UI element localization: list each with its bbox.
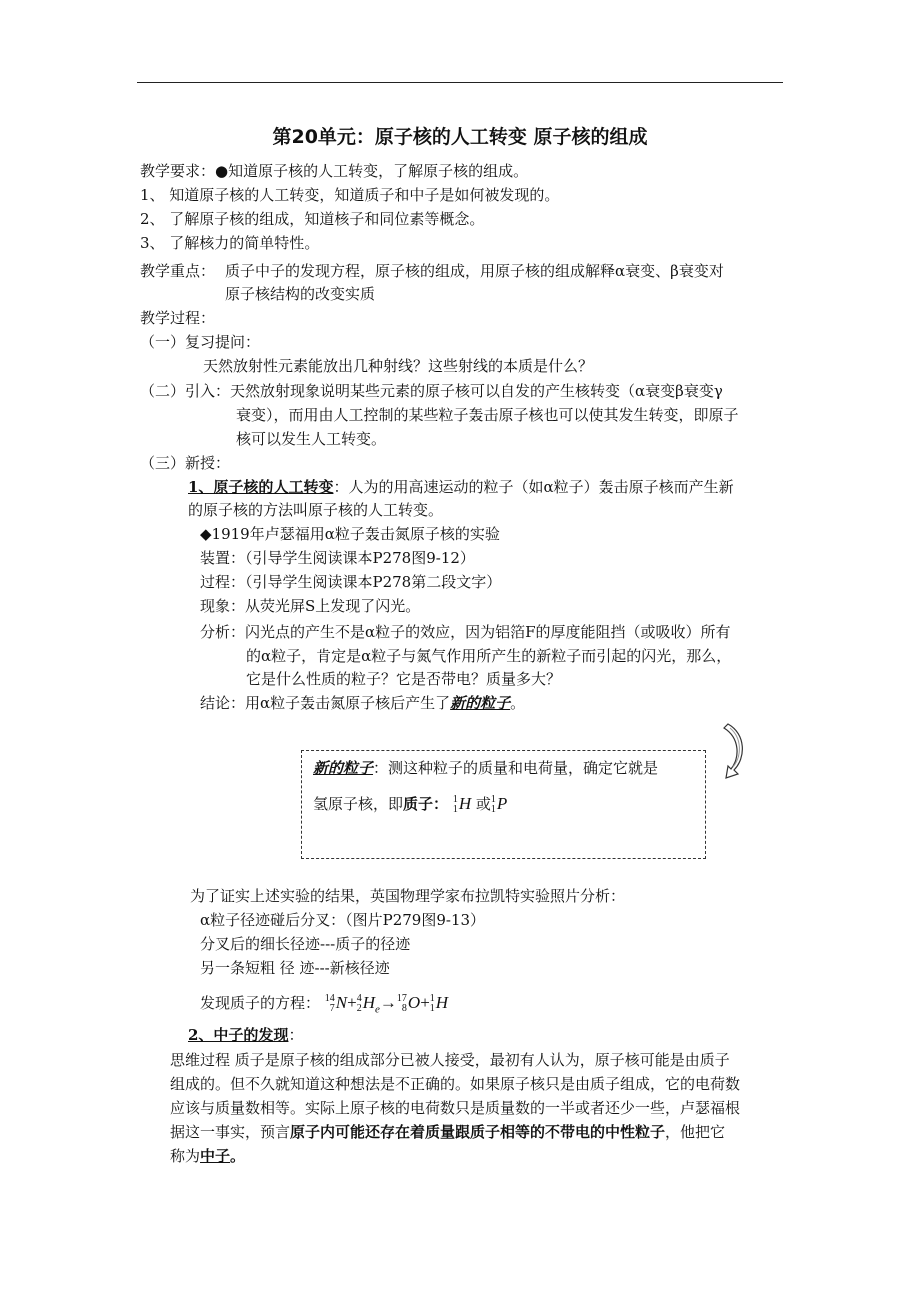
box-text-2: 氢原子核，即 <box>313 795 404 813</box>
key-points-line1 <box>140 260 724 282</box>
phenomenon-line: 现象：从荧光屏S上发现了闪光。 <box>200 597 421 615</box>
n-mass: 14 <box>324 993 335 1005</box>
box-or: 或 <box>471 795 491 813</box>
intro-text-3: 核可以发生人工转变。 <box>236 430 387 448</box>
verify-line2: α粒子径迹碰后分叉：（图片P279图9-13） <box>200 911 486 929</box>
plus-1: + <box>347 993 357 1012</box>
apparatus-line: 装置：（引导学生阅读课本P278图9-12） <box>200 549 475 567</box>
analysis-label: 分析： <box>200 623 246 641</box>
analysis-text-1: 闪光点的产生不是α粒子的效应，因为铝箔F的厚度能阻挡（或吸收）所有 <box>245 623 731 641</box>
p-number: 1 <box>490 804 496 816</box>
section2-colon: ： <box>288 1026 304 1044</box>
h-sym: H <box>458 794 472 813</box>
verify-line4: 另一条短粗 径 迹---新核径迹 <box>200 959 390 977</box>
he-number: 2 <box>356 1003 362 1015</box>
requirements-text: 知道原子核的人工转变，了解原子核的组成。 <box>228 162 529 180</box>
intro-text-1: 天然放射现象说明某些元素的原子核可以自发的产生核转变（α衰变β衰变γ <box>230 382 723 400</box>
p-sym: P <box>496 794 508 813</box>
intro-label: （二）引入： <box>140 382 231 400</box>
conclusion-emphasis: 新的粒子 <box>450 694 511 712</box>
section2-text-3: 应该与质量数相等。实际上原子核的电荷数只是质量数的一半或者还少一些，卢瑟福根 <box>170 1099 741 1117</box>
neutral-particle-claim: 原子内可能还存在着质量跟质子相等的不带电的中性粒子 <box>290 1123 666 1141</box>
h-mass: 1 <box>452 794 458 806</box>
proton-equation-line <box>200 992 448 1020</box>
key-points-text-1: 质子中子的发现方程，原子核的组成，用原子核的组成解释α衰变、β衰变对 <box>225 262 724 280</box>
o-sym: O <box>407 993 421 1012</box>
intro-text-2: 衰变），而用由人工控制的某些粒子轰击原子核也可以使其发生转变，即原子 <box>236 406 739 424</box>
analysis-line1 <box>200 621 731 643</box>
he-sub: e <box>375 1003 380 1016</box>
box-proton-label: 质子： <box>403 795 449 813</box>
note-box <box>301 750 706 859</box>
requirements-label: 教学要求： <box>140 162 216 180</box>
conclusion-end: 。 <box>510 694 526 712</box>
n-sym: N <box>335 993 348 1012</box>
hydrogen-symbol <box>452 794 472 816</box>
h2-number: 1 <box>429 1003 435 1015</box>
plus-2: + <box>420 993 430 1012</box>
section1-heading: 1、原子核的人工转变 <box>188 478 334 496</box>
header-rule <box>137 82 783 83</box>
proton-equation <box>324 993 449 1016</box>
key-points-label: 教学重点： <box>140 262 216 280</box>
box-line1 <box>313 757 658 779</box>
key-points-text-2: 原子核结构的改变实质 <box>225 285 376 303</box>
neutron-term: 中子 <box>200 1147 231 1165</box>
h-number: 1 <box>452 804 458 816</box>
curved-arrow-icon <box>720 722 750 782</box>
section2-heading: 2、中子的发现 <box>188 1026 289 1044</box>
section1-colon: ： <box>333 478 349 496</box>
he-sym: H <box>362 993 376 1012</box>
section2-heading-line <box>188 1024 303 1046</box>
section1-text-2: 的原子核的方法叫原子核的人工转变。 <box>188 501 444 519</box>
verify-line3: 分叉后的细长径迹---质子的径迹 <box>200 935 411 953</box>
section1-text-1: 人为的用高速运动的粒子（如α粒子）轰击原子核而产生新 <box>348 478 734 496</box>
conclusion-prefix: 结论：用α粒子轰击氮原子核后产生了 <box>200 694 451 712</box>
requirement-item-3: 3、 了解核力的简单特性。 <box>140 234 320 252</box>
section2-text-4-end: ，他把它 <box>665 1123 726 1141</box>
bullet-icon: ● <box>215 162 229 180</box>
o-number: 8 <box>401 1003 407 1015</box>
new-lesson-label: （三）新授： <box>140 454 231 472</box>
verify-line1: 为了证实上述实验的结果，英国物理学家布拉凯特实验照片分析： <box>190 887 626 905</box>
process-label: 教学过程： <box>140 309 216 327</box>
requirement-item-1: 1、 知道原子核的人工转变，知道质子和中子是如何被发现的。 <box>140 186 560 204</box>
equation-label: 发现质子的方程： <box>200 994 321 1012</box>
analysis-text-3: 它是什么性质的粒子？它是否带电？质量多大？ <box>246 670 562 688</box>
section2-text-1: 思维过程 质子是原子核的组成部分已被人接受，最初有人认为，原子核可能是由质子 <box>170 1051 730 1069</box>
reaction-arrow: → <box>379 993 397 1012</box>
box-text-1: ：测这种粒子的质量和电荷量，确定它就是 <box>373 759 659 777</box>
requirements-line <box>140 160 528 182</box>
intro-line1 <box>140 380 723 402</box>
box-line2 <box>313 793 507 815</box>
analysis-text-2: 的α粒子，肯定是α粒子与氮气作用所产生的新粒子而引起的闪光，那么， <box>246 647 732 665</box>
requirement-item-2: 2、 了解原子核的组成，知道核子和同位素等概念。 <box>140 210 485 228</box>
review-text: 天然放射性元素能放出几种射线？这些射线的本质是什么？ <box>203 357 594 375</box>
section2-line4 <box>170 1121 725 1143</box>
procedure-line: 过程：（引导学生阅读课本P278第二段文字） <box>200 573 502 591</box>
section2-text-4: 据这一事实，预言 <box>170 1123 291 1141</box>
section2-text-2: 组成的。但不久就知道这种想法是不正确的。如果原子核只是由质子组成，它的电荷数 <box>170 1075 741 1093</box>
h2-sym: H <box>435 993 449 1012</box>
section2-text-5: 称为 <box>170 1147 201 1165</box>
h2-mass: 1 <box>429 993 435 1005</box>
o-mass: 17 <box>396 993 407 1005</box>
section2-text-5-end: 。 <box>230 1147 246 1165</box>
p-mass: 1 <box>490 794 496 806</box>
review-label: （一）复习提问： <box>140 333 261 351</box>
section2-line5 <box>170 1145 245 1167</box>
n-number: 7 <box>329 1003 335 1015</box>
proton-symbol <box>490 794 508 816</box>
page-title: 第20单元：原子核的人工转变 原子核的组成 <box>272 126 648 148</box>
conclusion-line <box>200 692 525 714</box>
he-mass: 4 <box>356 993 362 1005</box>
section1-line1 <box>188 476 734 498</box>
box-emphasis: 新的粒子 <box>313 759 374 777</box>
experiment-title: ◆1919年卢瑟福用α粒子轰击氮原子核的实验 <box>200 525 500 543</box>
